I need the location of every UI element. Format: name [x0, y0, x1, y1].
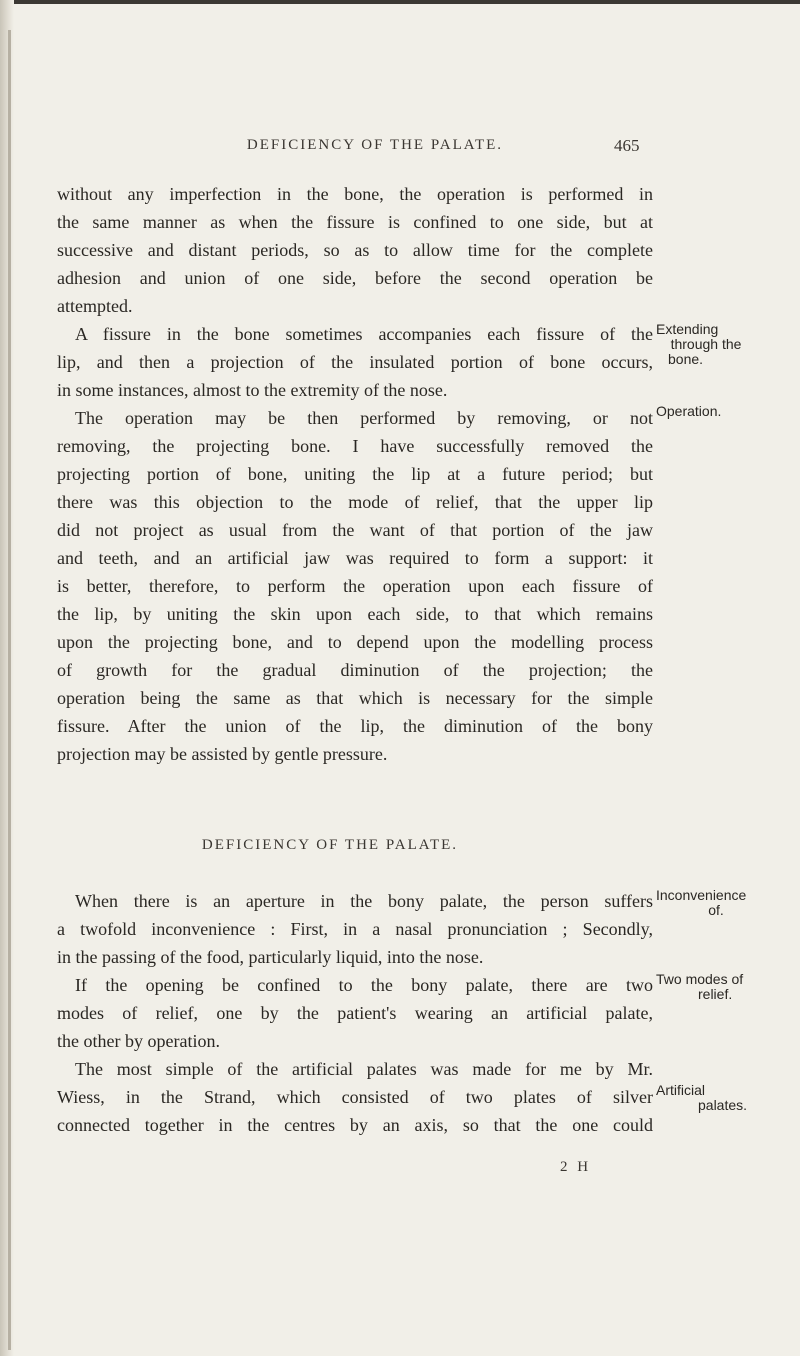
- running-head-title: DEFICIENCY OF THE PALATE.: [246, 137, 504, 153]
- printer-signature: 2 H: [560, 1159, 592, 1175]
- body-text-block-1: [57, 180, 653, 768]
- text-line: upon the projecting bone, and to depend upon the modelling process: [57, 632, 653, 652]
- margin-note-line: palates.: [698, 1097, 748, 1113]
- text-line: is better, therefore, to perform the operation upon each fissure of: [57, 576, 653, 596]
- margin-note-line: relief.: [698, 986, 733, 1002]
- text-line: of growth for the gradual diminution of the projection; the: [57, 660, 653, 680]
- page-top-rule: [0, 0, 800, 4]
- text-line: without any imperfection in the bone, the operation is performed in: [57, 184, 653, 204]
- margin-note-line: Artificial: [656, 1082, 706, 1098]
- book-spine-shadow: [0, 0, 14, 1356]
- text-line: and teeth, and an artificial jaw was required to form a support: it: [57, 548, 653, 568]
- text-line: projecting portion of bone, uniting the lip at a future period; but: [57, 464, 653, 484]
- text-line: fissure. After the union of the lip, the diminution of the bony: [57, 716, 653, 736]
- text-line: in the passing of the food, particularly liquid, into the nose.: [57, 947, 484, 967]
- text-line: the lip, by uniting the skin upon each side, to that which remains: [57, 604, 653, 624]
- margin-note-two-modes: [656, 972, 796, 1002]
- text-line: the other by operation.: [57, 1031, 220, 1051]
- text-line: there was this objection to the mode of relief, that the upper lip: [57, 492, 653, 512]
- body-text-block-2: [57, 887, 653, 1139]
- text-line: When there is an aperture in the bony palate, the person suffers: [75, 891, 653, 911]
- margin-note-line: Inconvenience: [656, 887, 747, 903]
- text-line: attempted.: [57, 296, 133, 316]
- margin-note-line: bone.: [668, 351, 704, 367]
- margin-note-line: Extending: [656, 321, 719, 337]
- margin-note-operation: [656, 404, 796, 419]
- text-line: successive and distant periods, so as to allow time for the complete: [57, 240, 653, 260]
- text-line: the same manner as when the fissure is confined to one side, but at: [57, 212, 653, 232]
- text-line: If the opening be confined to the bony palate, there are two: [75, 975, 653, 995]
- margin-note-line: through the: [670, 336, 742, 352]
- text-line: Wiess, in the Strand, which consisted of two plates of silver: [57, 1087, 653, 1107]
- margin-note-line: Two modes of: [656, 971, 744, 987]
- text-line: connected together in the centres by an axis, so that the one could: [57, 1115, 653, 1135]
- text-line: adhesion and union of one side, before the second operation be: [57, 268, 653, 288]
- text-line: lip, and then a projection of the insulated portion of bone occurs,: [57, 352, 653, 372]
- page-number: 465: [614, 136, 640, 155]
- margin-note-line: Operation.: [656, 403, 722, 419]
- text-line: The most simple of the artificial palates was made for me by Mr.: [75, 1059, 653, 1079]
- spine-edge: [8, 30, 11, 1350]
- text-line: A fissure in the bone sometimes accompanies each fissure of the: [75, 324, 653, 344]
- margin-note-extending: [656, 322, 796, 367]
- text-line: projection may be assisted by gentle pressure.: [57, 744, 388, 764]
- text-line: did not project as usual from the want of that portion of the jaw: [57, 520, 653, 540]
- margin-note-line: of.: [708, 902, 724, 918]
- text-line: a twofold inconvenience : First, in a nasal pronunciation ; Secondly,: [57, 919, 653, 939]
- text-line: operation being the same as that which is necessary for the simple: [57, 688, 653, 708]
- text-line: removing, the projecting bone. I have successfully removed the: [57, 436, 653, 456]
- margin-note-artificial: [656, 1083, 796, 1113]
- text-line: in some instances, almost to the extremity of the nose.: [57, 380, 448, 400]
- margin-note-inconvenience: [656, 888, 796, 918]
- text-line: modes of relief, one by the patient's wearing an artificial palate,: [57, 1003, 653, 1023]
- section-heading: DEFICIENCY OF THE PALATE.: [201, 837, 459, 853]
- running-head: [0, 137, 800, 161]
- text-line: The operation may be then performed by removing, or not: [75, 408, 653, 428]
